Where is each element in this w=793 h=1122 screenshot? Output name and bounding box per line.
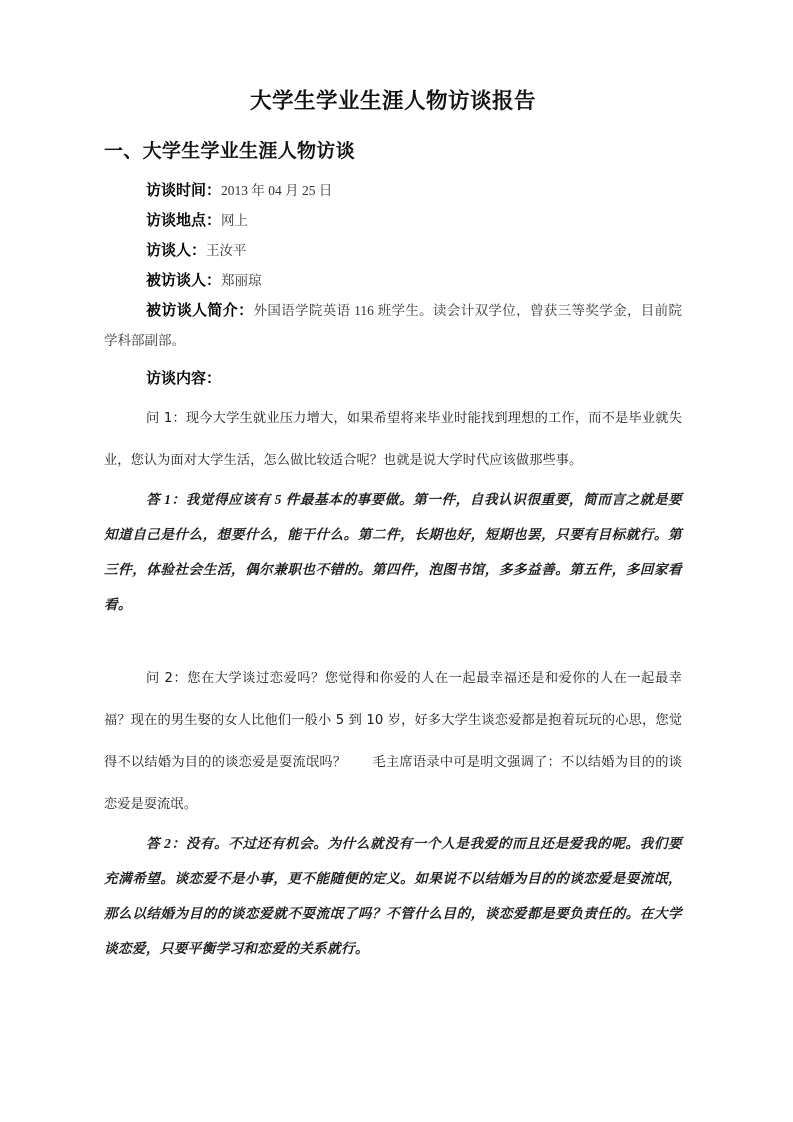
question-2-part2: 毛主席语录中可是明文强调了：不以结婚为目的的谈恋爱是耍流氓。 (104, 755, 682, 812)
answer-2: 答 2：没有。不过还有机会。为什么就没有一个人是我爱的而且还是爱我的呢。我们要充满希望。谈恋爱不是小事，更不能随便的定义。如果说不以结婚为目的的谈恋爱是耍流氓，那么以结婚为目的的谈恋爱就不耍流氓了吗？不管什么目的，谈恋爱都是要负责任的。在大学谈恋爱，只要平衡学习和恋爱的关系就行。 (104, 836, 682, 956)
document-content (104, 86, 682, 966)
question-2 (104, 658, 682, 826)
meta-interviewer-label: 访谈人： (146, 243, 207, 259)
meta-interviewee-value: 郑丽琼 (221, 273, 262, 288)
interview-content-label: 访谈内容： (146, 371, 222, 387)
meta-interviewer-value: 王汝平 (206, 243, 247, 258)
meta-interview-place-value: 网上 (221, 213, 249, 228)
paragraph-spacer (104, 622, 682, 658)
meta-interview-place (104, 206, 682, 236)
meta-interview-time (104, 176, 682, 206)
answer-1: 答 1：我觉得应该有 5 件最基本的事要做。第一件，自我认识很重要，简而言之就是要知道自己是什么，想要什么，能干什么。第二件，长期也好，短期也罢，只要有目标就行。第三件，体验社会生活，偶尔兼职也不错的。第四件，泡图书馆，多多益善。第五件，多回家看看。 (104, 492, 682, 612)
meta-interview-time-label: 访谈时间： (146, 183, 222, 199)
question-2-part1: 问 2：您在大学谈过恋爱吗？您觉得和你爱的人在一起最幸福还是和爱你的人在一起最幸福？现在的男生娶的女人比他们一般小 5 到 10 岁，好多大学生谈恋爱都是抱着玩玩的心思，您觉得不以结婚为目的的谈恋爱是耍流氓吗？ (104, 671, 682, 770)
meta-interviewee-bio-label: 被访谈人简介： (146, 303, 254, 319)
meta-interviewee-bio-value: 外国语学院英语 116 班学生。读会计双学位，曾获三等奖学金，目前院学科部副部。 (104, 303, 682, 348)
meta-interview-place-label: 访谈地点： (146, 213, 222, 229)
section-heading: 一、大学生学业生涯人物访谈 (104, 141, 355, 162)
meta-interviewer (104, 236, 682, 266)
meta-interview-time-value: 2013 年 04 月 25 日 (221, 183, 333, 198)
meta-interviewee-bio (104, 296, 682, 356)
meta-interviewee (104, 266, 682, 296)
page-title: 大学生学业生涯人物访谈报告 (249, 89, 536, 113)
meta-interviewee-label: 被访谈人： (146, 273, 222, 289)
question-1: 问 1：现今大学生就业压力增大，如果希望将来毕业时能找到理想的工作，而不是毕业就失业，您认为面对大学生活，怎么做比较适合呢？也就是说大学时代应该做那些事。 (104, 411, 682, 468)
